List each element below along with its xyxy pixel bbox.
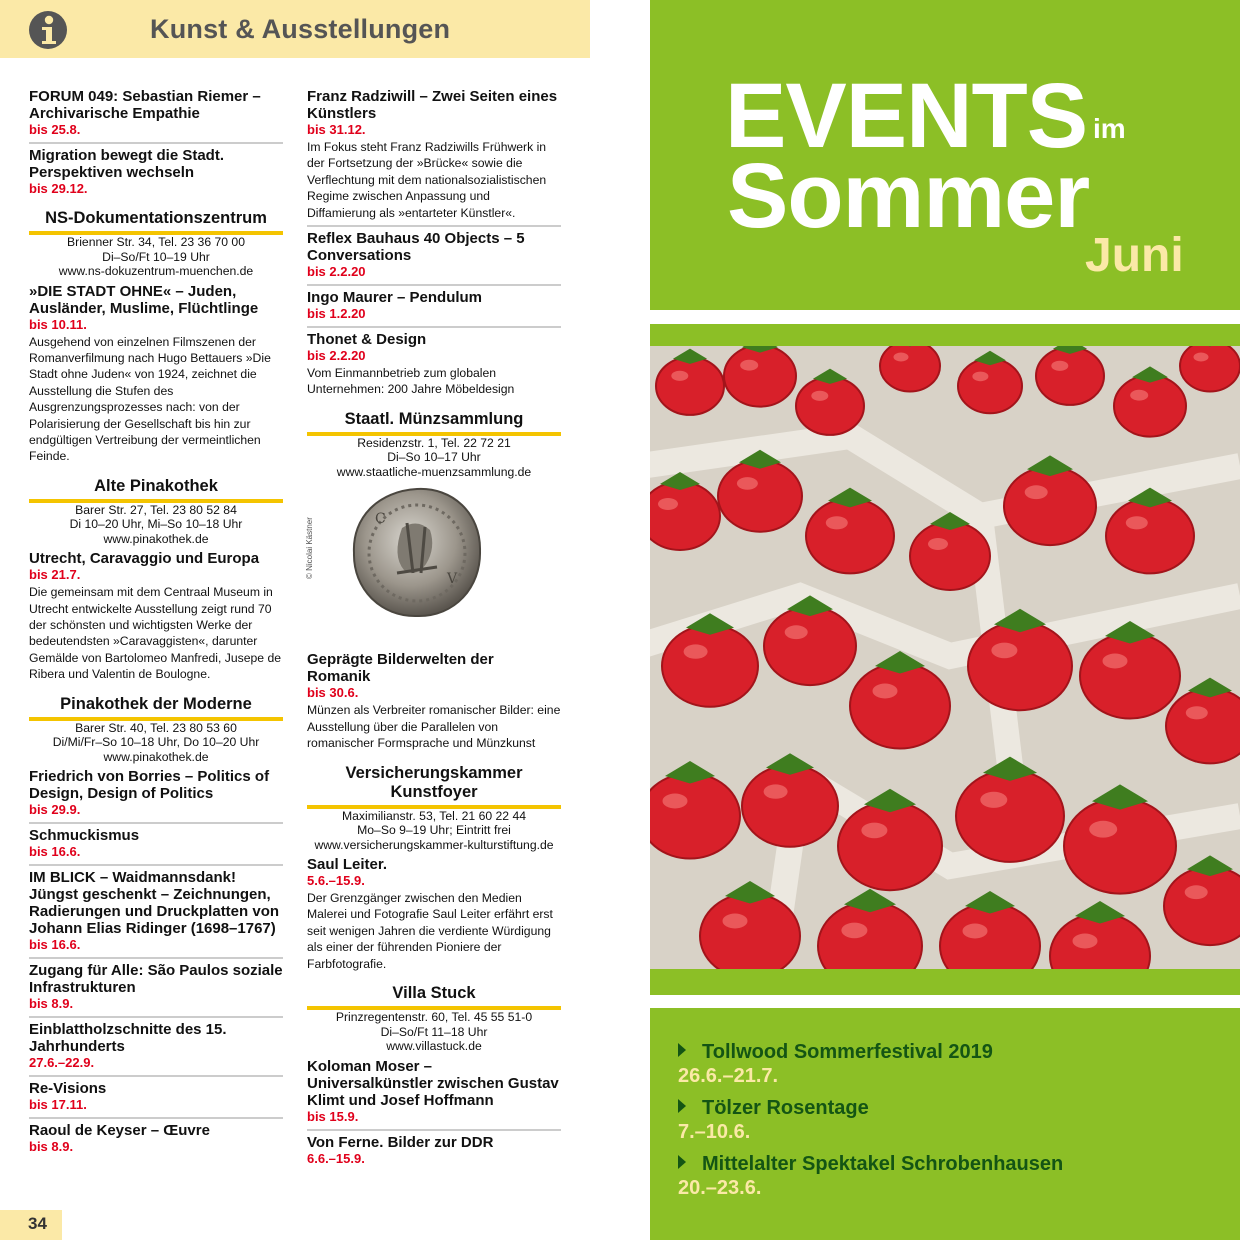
- exhibition-date: 27.6.–22.9.: [29, 1055, 95, 1071]
- venue-info-line: Prinzregentenstr. 60, Tel. 45 55 51-0: [335, 1010, 533, 1025]
- venue-info-line: Residenzstr. 1, Tel. 22 72 21: [357, 435, 511, 450]
- exhibition-description: Die gemeinsam mit dem Centraal Museum in Utrecht entwickelte Ausstellung zeigt rund 70 der schönsten und wichtigsten Werke der bedeutendsten »Caravaggisten«, darunter Gemälde von Bartolomeo Manfredi, Jusepe de Ribera und Valentin de Boulogne.: [29, 585, 282, 682]
- exhibition-date: bis 29.12.: [29, 181, 88, 196]
- medieval-coin-image: [347, 483, 487, 623]
- event-name-text: Mittelalter Spektakel Schrobenhausen: [702, 1153, 1064, 1175]
- venue-info-line: Di/Mi/Fr–So 10–18 Uhr, Do 10–20 Uhr: [52, 735, 260, 750]
- bullet-arrow-icon: [678, 1155, 686, 1169]
- right-listing-column: [307, 88, 561, 1174]
- exhibition-entry: [307, 289, 561, 328]
- events-title-line1: EVENTS: [725, 65, 1088, 167]
- venue-website[interactable]: www.villastuck.de: [386, 1039, 482, 1054]
- venue-info-line: Di–So/Ft 11–18 Uhr: [380, 1024, 488, 1039]
- exhibition-date: bis 1.2.20: [307, 306, 366, 322]
- exhibition-title: Friedrich von Borries – Politics of Design, Design of Politics: [29, 768, 270, 803]
- exhibition-entry: [29, 88, 283, 144]
- exhibition-title: IM BLICK – Waidmannsdank! Jüngst geschenkt – Zeichnungen, Radierungen und Druckplatten von Johann Elias Ridinger (1698–1767): [29, 869, 280, 938]
- coin-figure: [307, 483, 561, 633]
- venue-name: Alte Pinakothek: [29, 477, 283, 503]
- green-divider-top: [650, 324, 1240, 346]
- exhibition-title: Utrecht, Caravaggio und Europa: [29, 550, 260, 568]
- venue-block: [307, 410, 561, 480]
- exhibition-date: bis 21.7.: [29, 567, 81, 583]
- photo-credit: © Nicolai Kästner: [305, 517, 314, 580]
- exhibition-date: 6.6.–15.9.: [307, 1150, 365, 1166]
- exhibition-date: bis 31.12.: [307, 122, 366, 137]
- exhibition-entry: [29, 869, 283, 959]
- exhibition-entry: [307, 88, 561, 227]
- exhibition-description: Vom Einmannbetrieb zum globalen Unternehmen: 200 Jahre Möbeldesign: [307, 366, 515, 397]
- exhibition-entry: [29, 1080, 283, 1119]
- events-title-im: im: [1093, 113, 1126, 144]
- venue-block: [29, 695, 283, 765]
- venue-info-line: Brienner Str. 34, Tel. 23 36 70 00: [67, 235, 245, 249]
- exhibition-date: bis 25.8.: [29, 122, 81, 137]
- exhibition-date: bis 16.6.: [29, 844, 81, 860]
- exhibition-date: bis 30.6.: [307, 685, 359, 701]
- section-title: Kunst & Ausstellungen: [150, 14, 451, 44]
- venue-name: Versicherungskammer Kunstfoyer: [307, 764, 561, 809]
- exhibition-date: bis 8.9.: [29, 996, 74, 1012]
- venue-block: [29, 209, 283, 279]
- exhibition-entry: [29, 962, 283, 1018]
- exhibition-entry: [307, 1058, 561, 1131]
- venue-info-line: Di–So/Ft 10–19 Uhr: [102, 249, 210, 264]
- venue-block: [29, 477, 283, 547]
- venue-website[interactable]: www.staatliche-muenzsammlung.de: [336, 464, 532, 479]
- svg-text:C: C: [375, 511, 386, 528]
- exhibition-entry: [307, 230, 561, 286]
- venue-block: [307, 764, 561, 853]
- bullet-arrow-icon: [678, 1043, 686, 1057]
- venue-name: NS-Dokumentationszentrum: [29, 209, 283, 235]
- event-name: [678, 1152, 1218, 1176]
- event-item: [678, 1040, 1218, 1088]
- event-date: 20.–23.6.: [678, 1177, 762, 1199]
- page-number: 34: [28, 1214, 47, 1233]
- exhibition-description: Im Fokus steht Franz Radziwills Frühwerk in der Fortsetzung der »Brücke« sowie die Verflechtung mit dem nationalsozialistischen Regime zwischen Anpassung und Diffamierung als »entarteter Künstler«.: [307, 140, 547, 220]
- info-i-icon: [28, 10, 68, 50]
- exhibition-title: Geprägte Bilderwelten der Romanik: [307, 651, 494, 686]
- event-name: [678, 1096, 1218, 1120]
- exhibition-date: bis 2.2.20: [307, 264, 366, 280]
- exhibition-title: »DIE STADT OHNE« – Juden, Ausländer, Muslime, Flüchtlinge: [29, 282, 259, 317]
- venue-website[interactable]: www.ns-dokuzentrum-muenchen.de: [58, 264, 254, 278]
- venue-website[interactable]: www.pinakothek.de: [103, 531, 209, 546]
- left-listing-column: [29, 88, 283, 1162]
- events-title-line2: Sommer: [727, 145, 1090, 247]
- event-name: [678, 1040, 1218, 1064]
- venue-name: Villa Stuck: [307, 984, 561, 1010]
- event-date: 26.6.–21.7.: [678, 1065, 779, 1087]
- venue-block: [307, 984, 561, 1054]
- exhibition-title: Franz Radziwill – Zwei Seiten eines Künstlers: [307, 88, 558, 122]
- venue-name: Pinakothek der Moderne: [29, 695, 283, 721]
- exhibition-entry: [29, 768, 283, 824]
- exhibition-date: bis 29.9.: [29, 802, 81, 818]
- exhibition-entry: [29, 827, 283, 866]
- exhibition-date: bis 2.2.20: [307, 348, 366, 364]
- exhibition-title: Raoul de Keyser – Œuvre: [29, 1122, 210, 1140]
- exhibition-entry: [307, 331, 561, 402]
- event-item: [678, 1152, 1218, 1200]
- exhibition-title: Thonet & Design: [307, 331, 427, 349]
- events-list: [678, 1040, 1218, 1208]
- exhibition-title: Von Ferne. Bilder zur DDR: [307, 1133, 494, 1151]
- exhibition-date: bis 17.11.: [29, 1097, 87, 1113]
- event-name-text: Tollwood Sommerfestival 2019: [702, 1041, 993, 1063]
- exhibition-entry: [29, 1122, 283, 1159]
- section-header-band: [0, 0, 590, 58]
- exhibition-date: 5.6.–15.9.: [307, 873, 365, 889]
- event-name-text: Tölzer Rosentage: [702, 1097, 869, 1119]
- exhibition-date: bis 16.6.: [29, 937, 81, 953]
- venue-website[interactable]: www.pinakothek.de: [103, 749, 209, 764]
- exhibition-entry: [29, 1021, 283, 1077]
- exhibition-description: Der Grenzgänger zwischen den Medien Malerei und Fotografie Saul Leiter erfährt erst seit wenigen Jahren die verdiente Würdigung als einer der führenden Pioniere der Farbfotografie.: [307, 891, 553, 971]
- exhibition-description: Münzen als Verbreiter romanischer Bilder: eine Ausstellung über die Parallelen von romanischer Formsprache und Münzkunst: [307, 703, 561, 751]
- exhibition-entry: [29, 550, 283, 686]
- exhibition-title: FORUM 049: Sebastian Riemer – Archivarische Empathie: [29, 88, 261, 122]
- exhibition-title: Migration bewegt die Stadt. Perspektiven wechseln: [29, 147, 225, 181]
- strawberries-photo: [650, 346, 1240, 969]
- venue-info-line: Mo–So 9–19 Uhr; Eintritt frei: [357, 823, 511, 838]
- exhibition-entry: [307, 856, 561, 976]
- events-title-month: Juni: [1085, 229, 1184, 282]
- exhibition-title: Schmuckismus: [29, 827, 140, 845]
- venue-info-line: Di–So 10–17 Uhr: [387, 450, 481, 465]
- exhibition-entry: [29, 283, 283, 469]
- venue-info-line: Barer Str. 40, Tel. 23 80 53 60: [75, 720, 237, 735]
- bullet-arrow-icon: [678, 1099, 686, 1113]
- exhibition-entry: [29, 147, 283, 201]
- event-date: 7.–10.6.: [678, 1121, 751, 1143]
- exhibition-entry: [307, 651, 561, 755]
- exhibition-title: Reflex Bauhaus 40 Objects – 5 Conversations: [307, 230, 525, 265]
- green-divider-bottom: [650, 969, 1240, 995]
- exhibition-title: Saul Leiter.: [307, 856, 388, 874]
- exhibition-title: Re-Visions: [29, 1080, 107, 1098]
- exhibition-description: Ausgehend von einzelnen Filmszenen der Romanverfilmung nach Hugo Bettauers »Die Stadt ohne Juden« von 1924, zeichnet die Ausstellung die Stufen des Ausgrenzungsprozesses nach: von der Polarisierung der Gesellschaft bis hin zur endgültigen Vertreibung der vermeintlichen Feinde.: [29, 334, 271, 464]
- exhibition-title: Koloman Moser – Universalkünstler zwischen Gustav Klimt und Josef Hoffmann: [307, 1057, 559, 1109]
- venue-website[interactable]: www.versicherungskammer-kulturstiftung.de: [314, 837, 554, 852]
- exhibition-date: bis 8.9.: [29, 1139, 74, 1155]
- svg-text:V: V: [447, 571, 458, 588]
- exhibition-date: bis 15.9.: [307, 1108, 359, 1124]
- event-item: [678, 1096, 1218, 1144]
- venue-info-line: Maximilianstr. 53, Tel. 21 60 22 44: [341, 808, 527, 823]
- venue-info-line: Barer Str. 27, Tel. 23 80 52 84: [75, 502, 237, 517]
- exhibition-date: bis 10.11.: [29, 316, 87, 332]
- exhibition-title: Einblattholzschnitte des 15. Jahrhunderts: [29, 1021, 227, 1056]
- exhibition-entry: [307, 1134, 561, 1171]
- venue-name: Staatl. Münzsammlung: [307, 410, 561, 436]
- exhibition-title: Ingo Maurer – Pendulum: [307, 289, 483, 307]
- exhibition-title: Zugang für Alle: São Paulos soziale Infrastrukturen: [29, 962, 283, 997]
- venue-info-line: Di 10–20 Uhr, Mi–So 10–18 Uhr: [69, 517, 243, 532]
- strawberries-image: [650, 346, 1240, 969]
